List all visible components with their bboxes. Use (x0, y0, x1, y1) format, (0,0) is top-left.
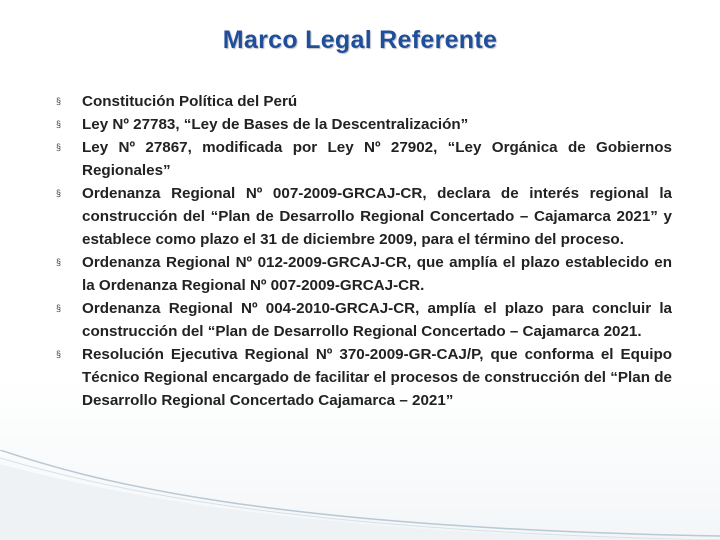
bullet-icon: § (56, 349, 62, 359)
bullet-icon: § (56, 96, 62, 106)
legal-framework-list (56, 90, 672, 412)
list-item-text: Constitución Política del Perú (82, 93, 298, 110)
list-item (56, 343, 672, 412)
list-item (56, 297, 672, 343)
bullet-icon: § (56, 188, 62, 198)
bullet-icon: § (56, 119, 62, 129)
bullet-icon: § (56, 303, 62, 313)
list-item (56, 251, 672, 297)
bullet-icon: § (56, 257, 62, 267)
list-item-text: Ordenanza Regional Nº 012-2009-GRCAJ-CR, que amplía el plazo establecido en la Ordenanza Regional Nº 007-2009-GRCAJ-CR. (82, 254, 672, 294)
list-item-text: Ley Nº 27867, modificada por Ley Nº 27902, “Ley Orgánica de Gobiernos Regionales” (82, 139, 672, 179)
list-item-text: Ordenanza Regional Nº 004-2010-GRCAJ-CR, amplía el plazo para concluir la construcción del “Plan de Desarrollo Regional Concertado – Cajamarca 2021. (82, 300, 672, 340)
list-item (56, 113, 672, 136)
list-item-text: Resolución Ejecutiva Regional Nº 370-2009-GR-CAJ/P, que conforma el Equipo Técnico Regional encargado de facilitar el procesos de construcción del “Plan de Desarrollo Regional Concertado Cajamarca – 2021” (82, 346, 672, 409)
list-item-text: Ordenanza Regional Nº 007-2009-GRCAJ-CR, declara de interés regional la construcción del “Plan de Desarrollo Regional Concertado – Cajamarca 2021” y establece como plazo el 31 de diciembre 2009, para el término del proceso. (82, 185, 672, 248)
list-item (56, 90, 672, 113)
slide-title: Marco Legal Referente (222, 26, 498, 54)
list-item (56, 136, 672, 182)
list-item (56, 182, 672, 251)
bullet-icon: § (56, 142, 62, 152)
list-item-text: Ley Nº 27783, “Ley de Bases de la Descentralización” (82, 116, 469, 133)
